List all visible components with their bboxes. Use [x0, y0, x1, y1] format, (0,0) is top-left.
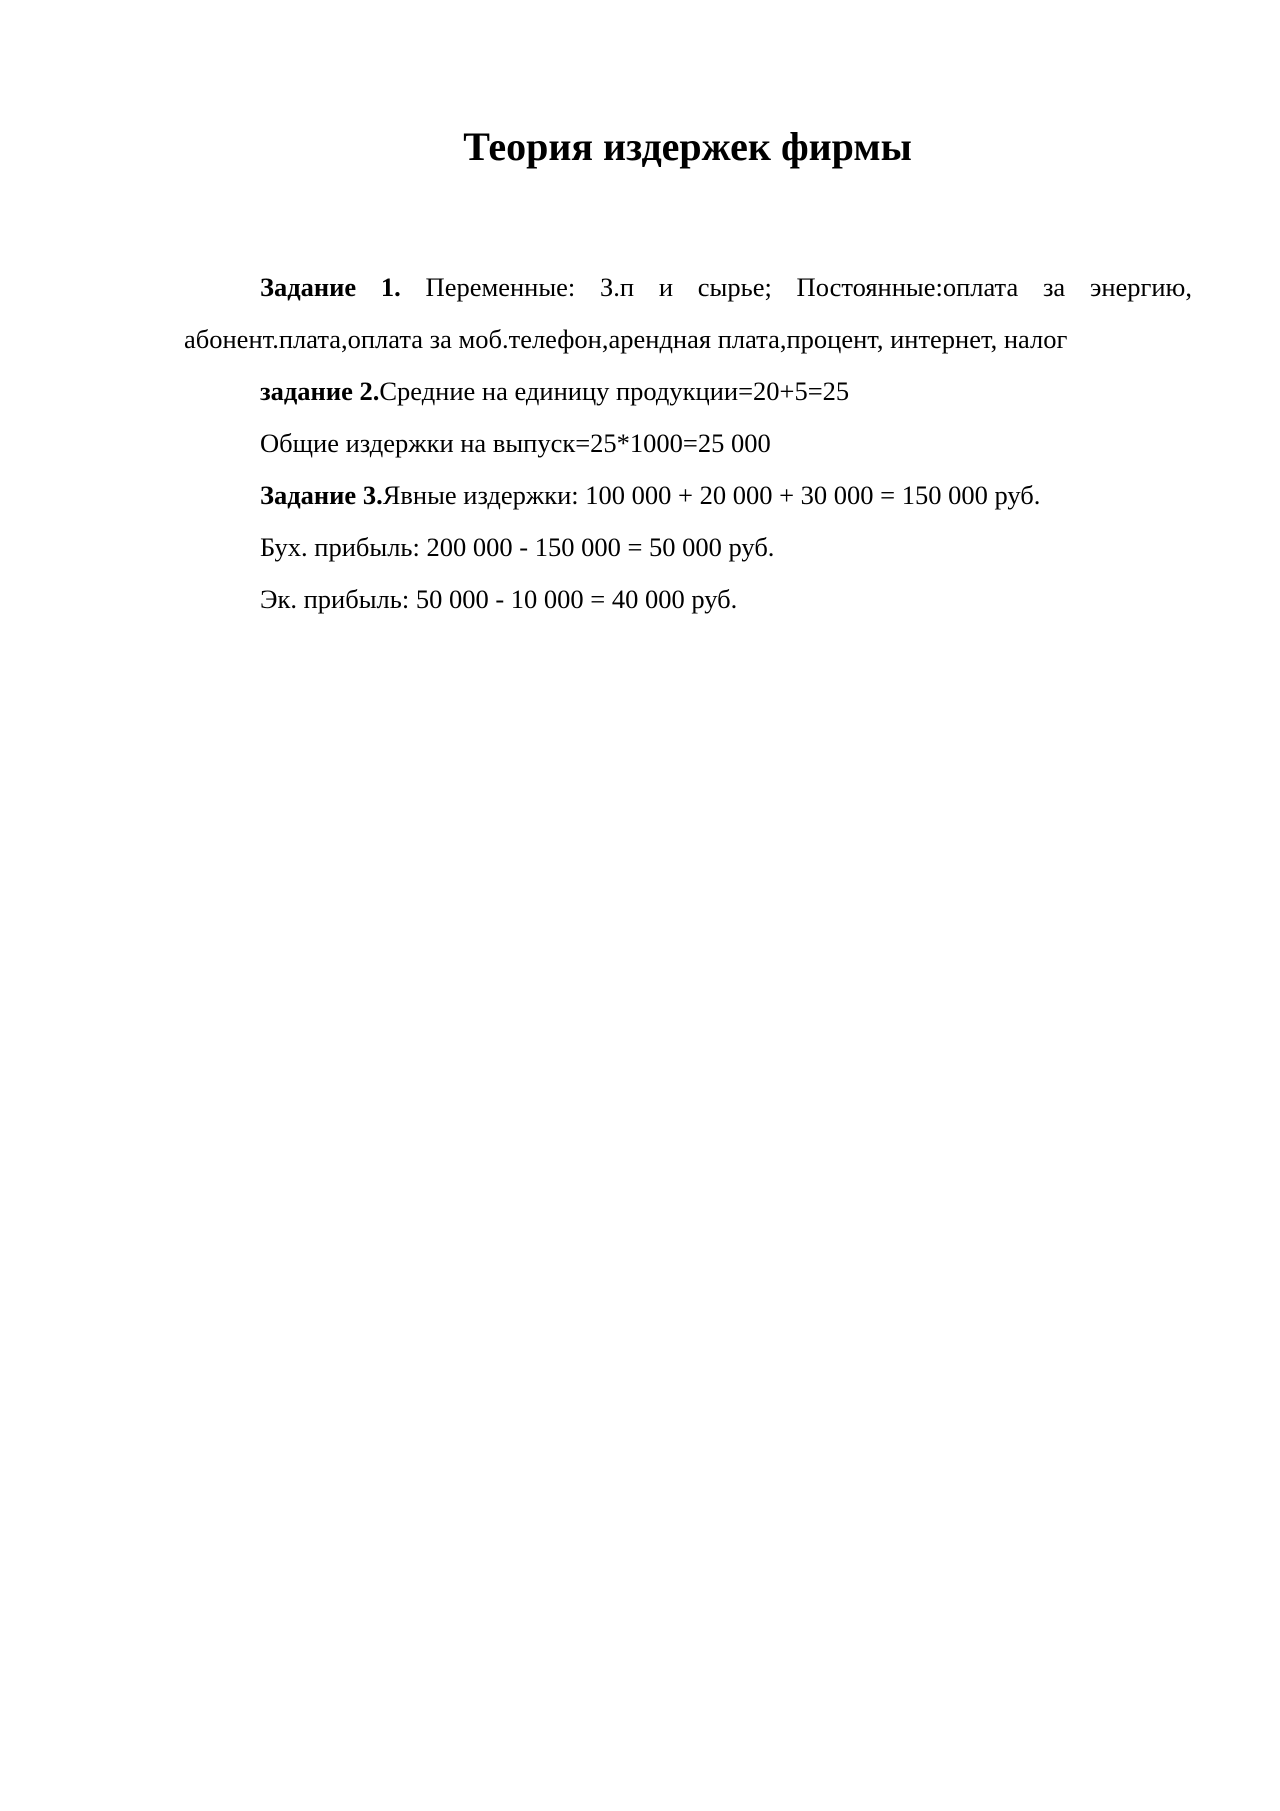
paragraph-total-costs: [184, 417, 1192, 469]
paragraph-accounting-profit: [184, 521, 1192, 573]
task-2-label: задание 2.: [260, 376, 380, 406]
economic-profit-text: Эк. прибыль: 50 000 - 10 000 = 40 000 руб.: [260, 584, 738, 614]
paragraph-task-3: [184, 469, 1192, 521]
total-costs-text: Общие издержки на выпуск=25*1000=25 000: [260, 428, 771, 458]
task-1-label: Задание 1.: [260, 272, 401, 302]
paragraph-economic-profit: [184, 573, 1192, 625]
task-3-text: Явные издержки: 100 000 + 20 000 + 30 000 = 150 000 руб.: [382, 480, 1041, 510]
task-3-label: Задание 3.: [260, 480, 383, 510]
paragraph-task-2: [184, 365, 1192, 417]
page-title: Теория издержек фирмы: [463, 124, 912, 169]
task-1-text: Переменные: З.п и сырье; Постоянные:оплата за энергию, абонент.плата,оплата за моб.телефон,арендная плата,процент, интернет, налог: [184, 272, 1192, 354]
accounting-profit-text: Бух. прибыль: 200 000 - 150 000 = 50 000 руб.: [260, 532, 775, 562]
task-2-text: Средние на единицу продукции=20+5=25: [379, 376, 850, 406]
document-body: [184, 261, 1192, 625]
paragraph-task-1: [184, 261, 1192, 365]
